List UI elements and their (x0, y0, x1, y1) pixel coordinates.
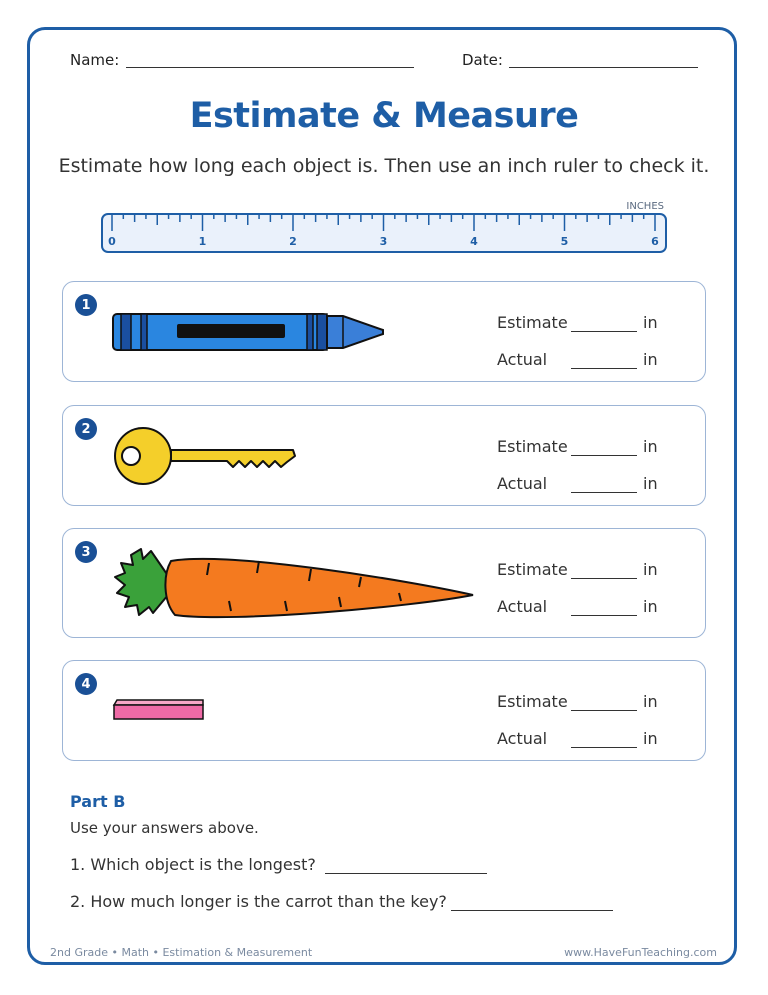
ruler-tick-label: 5 (560, 235, 569, 248)
item-number-badge: 1 (75, 294, 97, 316)
item-card-1 (62, 281, 706, 382)
estimate-label: Estimate (497, 692, 568, 711)
estimate-label: Estimate (497, 437, 568, 456)
item-number-badge: 3 (75, 541, 97, 563)
question-1: 1. Which object is the longest? (70, 855, 316, 874)
unit-label: in (643, 560, 658, 579)
item-number-badge: 4 (75, 673, 97, 695)
actual-blank[interactable] (571, 747, 637, 748)
ruler-tick-label: 2 (289, 235, 297, 248)
actual-blank[interactable] (571, 368, 637, 369)
key-icon (111, 426, 301, 488)
unit-label: in (643, 692, 658, 711)
ruler-tick-label: 1 (198, 235, 207, 248)
actual-label: Actual (497, 729, 548, 748)
estimate-label: Estimate (497, 313, 568, 332)
date-label: Date: (462, 51, 503, 69)
unit-label: in (643, 729, 658, 748)
ruler (100, 198, 670, 256)
item-number-badge: 2 (75, 418, 97, 440)
ruler-tick-label: 0 (108, 235, 116, 248)
footer-right: www.HaveFunTeaching.com (564, 946, 717, 959)
estimate-label: Estimate (497, 560, 568, 579)
actual-label: Actual (497, 474, 548, 493)
answer-2-blank[interactable] (451, 910, 613, 911)
date-field[interactable] (509, 67, 698, 68)
question-2: 2. How much longer is the carrot than the key? (70, 892, 447, 911)
item-card-3 (62, 528, 706, 638)
unit-label: in (643, 474, 658, 493)
item-card-2 (62, 405, 706, 506)
name-field[interactable] (126, 67, 414, 68)
eraser-icon (111, 697, 207, 723)
unit-label: in (643, 350, 658, 369)
carrot-icon (111, 541, 479, 621)
ruler-unit-label: INCHES (626, 201, 664, 212)
estimate-blank[interactable] (571, 455, 637, 456)
ruler-tick-label: 3 (379, 235, 388, 248)
estimate-blank[interactable] (571, 331, 637, 332)
page-title: Estimate & Measure (189, 96, 579, 136)
actual-label: Actual (497, 597, 548, 616)
estimate-blank[interactable] (571, 710, 637, 711)
unit-label: in (643, 313, 658, 332)
ruler-tick-label: 4 (470, 235, 478, 248)
instructions: Estimate how long each object is. Then use an inch ruler to check it. (58, 155, 710, 177)
unit-label: in (643, 437, 658, 456)
actual-label: Actual (497, 350, 548, 369)
footer-left: 2nd Grade • Math • Estimation & Measurement (50, 946, 313, 959)
part-b-subtitle: Use your answers above. (70, 819, 259, 837)
ruler-tick-label: 6 (651, 235, 659, 248)
estimate-blank[interactable] (571, 578, 637, 579)
crayon-icon (111, 310, 387, 354)
name-label: Name: (70, 51, 120, 69)
part-b-title: Part B (70, 792, 126, 811)
item-card-4 (62, 660, 706, 761)
unit-label: in (643, 597, 658, 616)
answer-1-blank[interactable] (325, 873, 487, 874)
actual-blank[interactable] (571, 615, 637, 616)
actual-blank[interactable] (571, 492, 637, 493)
